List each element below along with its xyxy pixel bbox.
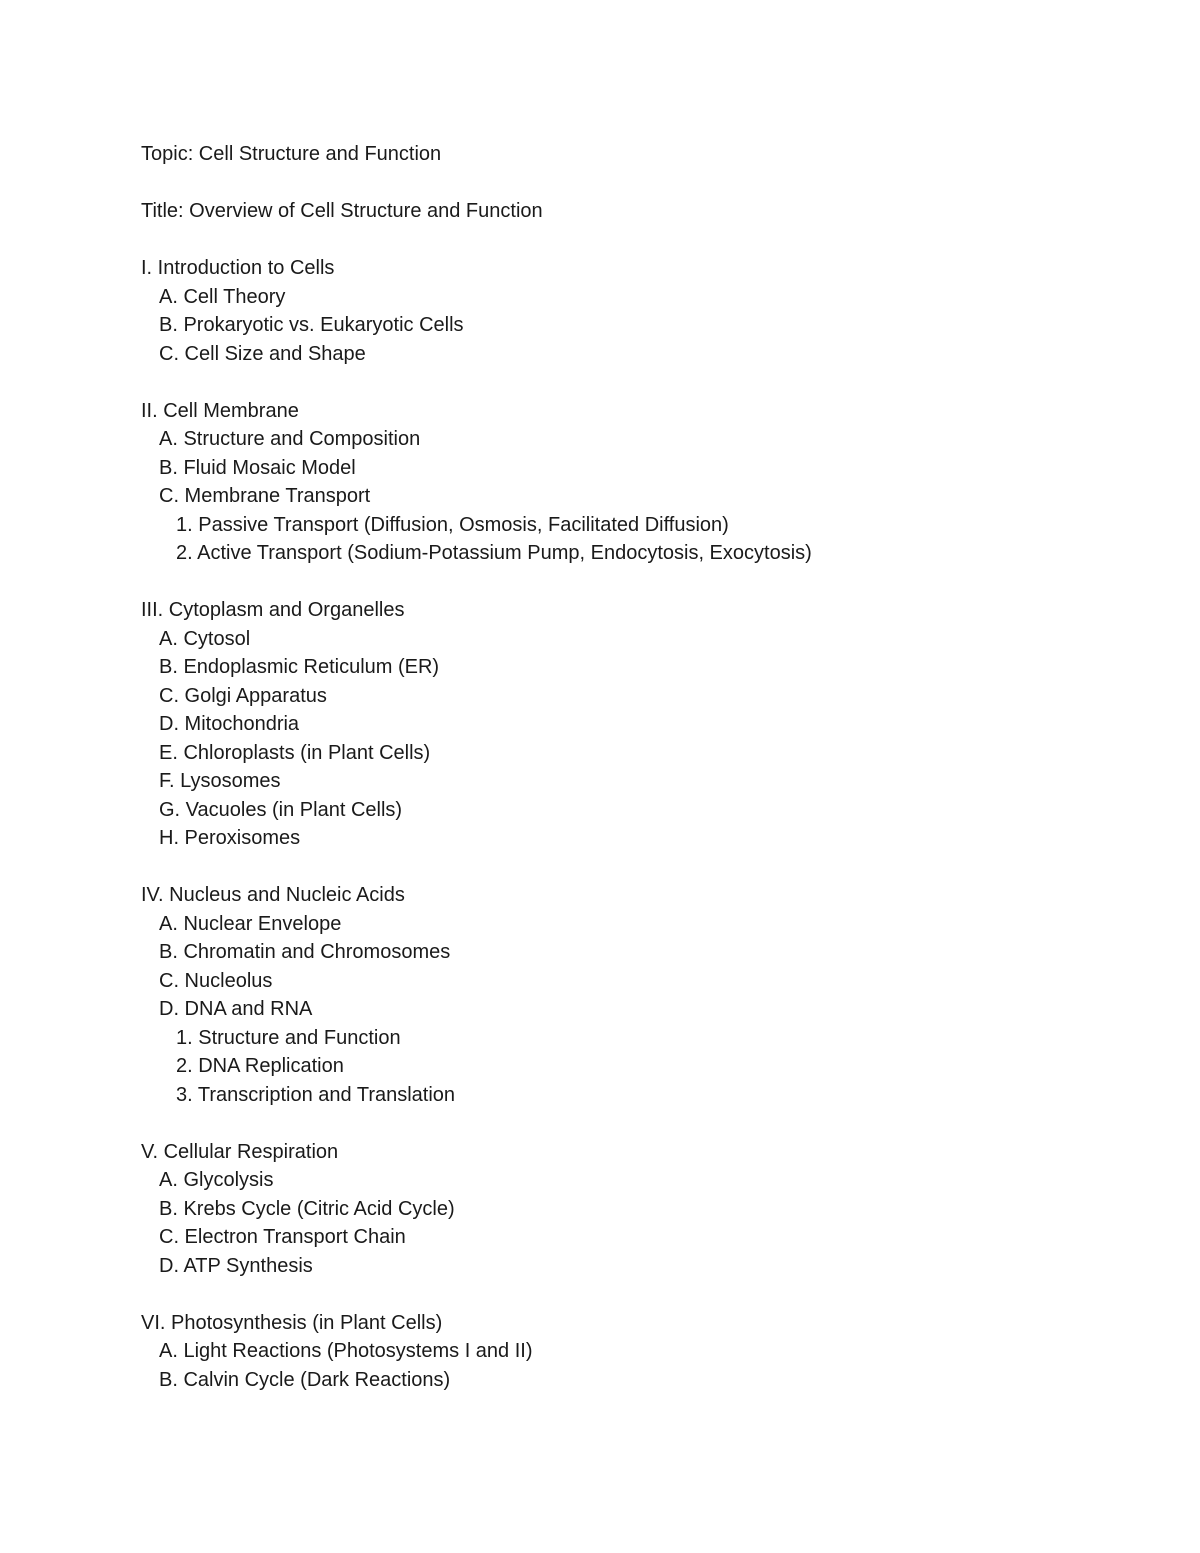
outline-sections [141,254,1141,1394]
outline-subitem: 3. Transcription and Translation [176,1083,456,1106]
spacer [141,568,1141,597]
outline-section [141,254,1141,368]
outline-item: B. Endoplasmic Reticulum (ER) [159,656,440,678]
outline-item: A. Cytosol [159,627,251,650]
section-heading: VI. Photosynthesis (in Plant Cells) [141,1311,443,1334]
outline-item: D. ATP Synthesis [159,1254,313,1277]
spacer [141,226,1141,255]
outline-item: A. Structure and Composition [159,428,421,450]
section-heading: V. Cellular Respiration [141,1140,339,1163]
topic-line: Topic: Cell Structure and Function [141,143,442,165]
outline-document [141,140,1141,1394]
spacer [141,1280,1141,1309]
outline-item: C. Nucleolus [159,969,273,992]
outline-section [141,596,1141,853]
outline-item: G. Vacuoles (in Plant Cells) [159,798,403,821]
outline-item: B. Chromatin and Chromosomes [159,941,451,963]
outline-item: A. Nuclear Envelope [159,912,342,935]
outline-item: A. Cell Theory [159,285,286,308]
outline-item: E. Chloroplasts (in Plant Cells) [159,741,431,764]
outline-item: F. Lysosomes [159,770,281,792]
outline-item: D. DNA and RNA [159,998,313,1020]
outline-section [141,1309,1141,1395]
outline-item: C. Golgi Apparatus [159,684,327,707]
spacer [141,853,1141,882]
spacer [141,1109,1141,1138]
spacer [141,368,1141,397]
section-heading: II. Cell Membrane [141,399,299,422]
outline-subitem: 1. Structure and Function [176,1026,401,1049]
outline-section [141,397,1141,568]
outline-section [141,881,1141,1109]
outline-item: B. Fluid Mosaic Model [159,456,356,479]
section-heading: IV. Nucleus and Nucleic Acids [141,884,405,906]
title-line: Title: Overview of Cell Structure and Function [141,200,543,222]
outline-item: H. Peroxisomes [159,827,301,849]
outline-item: C. Electron Transport Chain [159,1226,406,1248]
spacer [141,169,1141,198]
outline-item: D. Mitochondria [159,713,300,735]
outline-section [141,1138,1141,1281]
section-heading: III. Cytoplasm and Organelles [141,599,405,621]
outline-item: B. Prokaryotic vs. Eukaryotic Cells [159,314,464,336]
outline-item: C. Cell Size and Shape [159,342,366,365]
outline-item: B. Calvin Cycle (Dark Reactions) [159,1368,451,1391]
outline-item: B. Krebs Cycle (Citric Acid Cycle) [159,1197,455,1220]
outline-subitem: 1. Passive Transport (Diffusion, Osmosis, Facilitated Diffusion) [176,513,729,536]
section-heading: I. Introduction to Cells [141,257,335,279]
outline-item: A. Light Reactions (Photosystems I and II) [159,1340,533,1362]
outline-subitem: 2. DNA Replication [176,1055,344,1077]
outline-item: A. Glycolysis [159,1169,274,1191]
outline-subitem: 2. Active Transport (Sodium-Potassium Pump, Endocytosis, Exocytosis) [176,542,812,564]
outline-item: C. Membrane Transport [159,485,371,507]
